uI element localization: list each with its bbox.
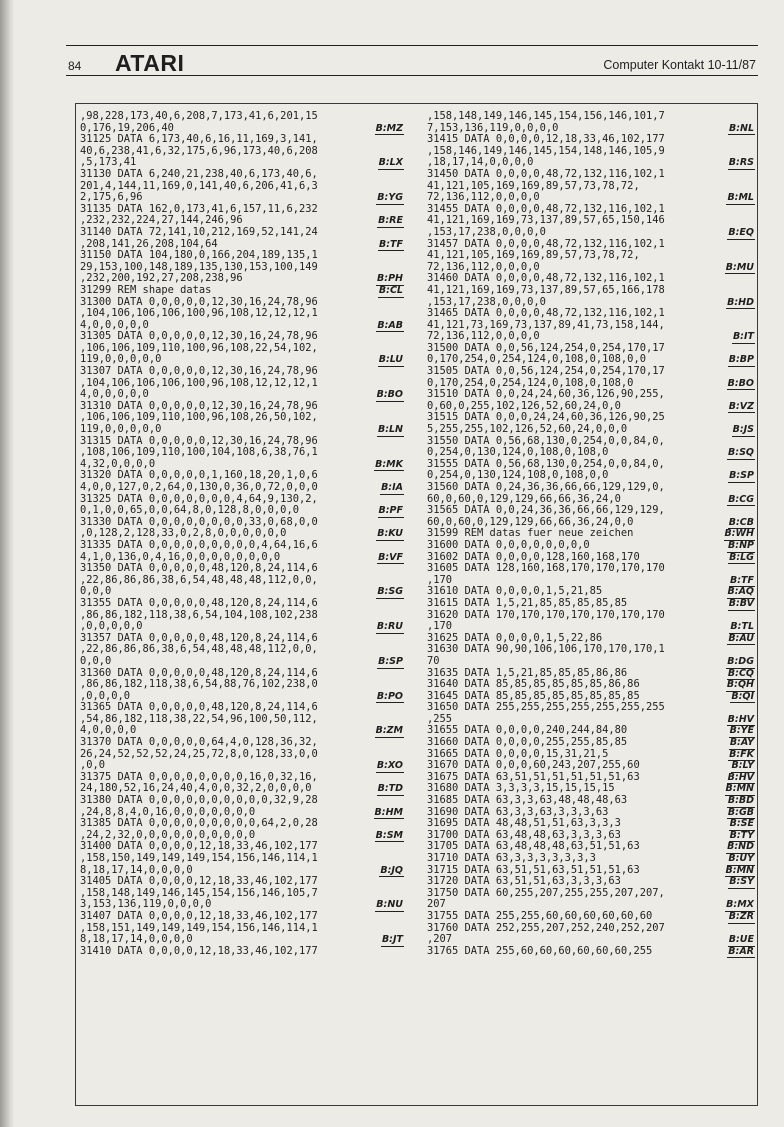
code-text: 31670 DATA 0,0,0,60,243,207,255,60 — [427, 759, 640, 772]
code-text: 31600 DATA 0,0,0,0,0,0,0,0 — [427, 538, 590, 551]
code-text: ,0,128,2,128,33,0,2,8,0,0,0,0,0,0 — [80, 527, 287, 540]
code-text: 31675 DATA 63,51,51,51,51,51,51,63 — [427, 770, 640, 783]
code-text: ,24,2,32,0,0,0,0,0,0,0,0,0,0 — [80, 828, 256, 841]
code-text: 31625 DATA 0,0,0,0,1,5,22,86 — [427, 631, 603, 644]
code-text: 41,121,73,169,73,137,89,41,73,158,144, — [427, 318, 665, 331]
checksum-label: B:NP — [728, 539, 754, 551]
checksum-label: B:QI — [731, 690, 754, 702]
code-text: 31385 DATA 0,0,0,0,0,0,0,0,0,64,2,0,28 — [80, 817, 318, 830]
code-text: 31380 DATA 0,0,0,0,0,0,0,0,0,0,32,9,28 — [80, 794, 318, 807]
checksum-label: B:PH — [377, 273, 403, 285]
checksum-label: B:JT — [381, 934, 403, 946]
code-text: 31365 DATA 0,0,0,0,0,48,120,8,24,114,6 — [80, 701, 318, 714]
code-text: 31375 DATA 0,0,0,0,0,0,0,0,16,0,32,16, — [80, 770, 318, 783]
checksum-label: B:AU — [728, 632, 754, 644]
code-text: 31500 DATA 0,0,56,124,254,0,254,170,17 — [427, 341, 665, 354]
code-text: ,207 — [427, 933, 453, 946]
code-text: 0,60,0,255,102,126,52,60,24,0,0 — [427, 399, 621, 412]
code-text: 31455 DATA 0,0,0,0,48,72,132,116,102,1 — [427, 202, 665, 215]
checksum-label: B:YE — [729, 725, 754, 737]
checksum-label: B:DG — [727, 655, 754, 667]
checksum-label: B:YG — [377, 192, 403, 204]
code-text: 31560 DATA 0,24,36,36,66,66,129,129,0, — [427, 481, 665, 493]
code-text: 31620 DATA 170,170,170,170,170,170,170 — [427, 608, 665, 621]
code-text: 31565 DATA 0,0,24,36,36,66,66,129,129, — [427, 504, 665, 517]
code-text: ,170 — [427, 620, 453, 633]
code-text: ,22,86,86,86,38,6,54,48,48,48,112,0,0, — [80, 573, 318, 586]
code-text: 31602 DATA 0,0,0,0,128,160,168,170 — [427, 550, 640, 563]
checksum-label: B:RE — [378, 215, 403, 227]
code-text: 31630 DATA 90,90,106,106,170,170,170,1 — [427, 643, 665, 656]
checksum-label: B:GB — [727, 806, 754, 818]
checksum-label: B:MN — [725, 864, 754, 876]
code-line — [427, 644, 755, 656]
code-text: 31615 DATA 1,5,21,85,85,85,85,85 — [427, 596, 628, 609]
code-line — [427, 563, 755, 575]
checksum-label: B:HV — [727, 771, 754, 783]
code-text: ,104,106,106,106,100,96,108,12,12,12,1 — [80, 376, 318, 389]
code-text: ,158,151,149,149,149,154,156,146,114,1 — [80, 921, 318, 934]
code-text: 31299 REM shape datas — [80, 283, 212, 296]
code-text: 31460 DATA 0,0,0,0,48,72,132,116,102,1 — [427, 272, 665, 285]
code-line — [427, 946, 755, 958]
code-text: 0,254,0,130,124,0,108,0,108,0 — [427, 446, 609, 459]
code-text: ,18,17,14,0,0,0,0 — [427, 156, 534, 169]
code-text: 31357 DATA 0,0,0,0,0,48,120,8,24,114,6 — [80, 631, 318, 644]
code-text: 41,121,105,169,169,89,57,73,78,72, — [427, 249, 640, 262]
code-text: 31715 DATA 63,51,51,63,51,51,51,63 — [427, 863, 640, 876]
checksum-label: B:UE — [728, 934, 754, 946]
checksum-label: B:TY — [729, 829, 754, 841]
code-text: 70 — [427, 654, 440, 667]
code-line — [80, 575, 404, 587]
code-line — [427, 888, 755, 900]
checksum-label: B:SY — [729, 876, 754, 888]
code-text: 31310 DATA 0,0,0,0,0,12,30,16,24,78,96 — [80, 399, 318, 412]
code-text: 0,0,0 — [80, 654, 112, 667]
code-text: 0,170,254,0,254,124,0,108,0,108,0 — [427, 376, 634, 389]
code-text: 31550 DATA 0,56,68,130,0,254,0,0,84,0, — [427, 434, 665, 447]
checksum-label: B:MN — [725, 783, 754, 795]
code-text: 31765 DATA 255,60,60,60,60,60,60,255 — [427, 944, 653, 957]
code-text: 31640 DATA 85,85,85,85,85,85,86,86 — [427, 678, 640, 691]
checksum-label: B:CQ — [727, 667, 754, 679]
code-text: 31760 DATA 252,255,207,252,240,252,207 — [427, 921, 665, 934]
checksum-label: B:RS — [728, 157, 754, 169]
checksum-label: B:NL — [728, 122, 754, 134]
code-text: ,98,228,173,40,6,208,7,173,41,6,201,15 — [80, 110, 318, 122]
code-text: 29,153,100,148,189,135,130,153,100,149 — [80, 260, 318, 273]
code-text: ,0,0 — [80, 759, 106, 772]
code-text: 119,0,0,0,0,0 — [80, 353, 162, 366]
code-text: ,0,0,0,0 — [80, 689, 131, 702]
code-text: 72,136,112,0,0,0,0 — [427, 191, 540, 204]
header-rule-top — [66, 45, 758, 46]
code-text: 31465 DATA 0,0,0,0,48,72,132,116,102,1 — [427, 307, 665, 320]
code-text: 207 — [427, 898, 446, 911]
code-text: ,5,173,41 — [80, 156, 137, 169]
code-text: 31605 DATA 128,160,168,170,170,170,170 — [427, 562, 665, 575]
checksum-label: B:JQ — [380, 864, 403, 876]
code-text: ,158,146,149,146,145,154,148,146,105,9 — [427, 144, 665, 157]
code-text: 201,4,144,11,169,0,141,40,6,206,41,6,3 — [80, 179, 318, 192]
code-text: ,232,200,192,27,208,238,96 — [80, 272, 243, 285]
code-text: 60,0,60,0,129,129,66,66,36,24,0 — [427, 492, 621, 505]
checksum-label: B:HV — [727, 713, 754, 725]
checksum-label: B:SG — [377, 586, 403, 598]
code-text: ,104,106,106,106,100,96,108,12,12,12,1 — [80, 307, 318, 320]
code-text: 40,6,238,41,6,32,175,6,96,173,40,6,208 — [80, 144, 318, 157]
code-text: ,158,150,149,149,149,154,156,146,114,1 — [80, 852, 318, 864]
code-text: 31135 DATA 162,0,173,41,6,157,11,6,232 — [80, 202, 318, 215]
code-text: 41,121,105,169,169,89,57,73,78,72, — [427, 179, 640, 192]
checksum-label: B:WH — [724, 528, 754, 540]
code-text: ,208,141,26,208,104,64 — [80, 237, 218, 250]
code-text: 119,0,0,0,0,0 — [80, 423, 162, 436]
checksum-label: B:LX — [378, 157, 403, 169]
code-text: 0,1,0,0,65,0,0,64,8,0,128,8,0,0,0,0 — [80, 504, 299, 517]
page-number: 84 — [68, 59, 82, 73]
code-text: 31400 DATA 0,0,0,0,12,18,33,46,102,177 — [80, 840, 318, 853]
checksum-label: B:SP — [729, 470, 754, 482]
checksum-label: B:CB — [728, 516, 754, 528]
code-text: 31635 DATA 1,5,21,85,85,85,86,86 — [427, 666, 628, 679]
checksum-label: B:HM — [374, 806, 403, 818]
code-text: 31610 DATA 0,0,0,0,1,5,21,85 — [427, 585, 603, 598]
code-text: 31125 DATA 6,173,40,6,16,11,169,3,141, — [80, 133, 318, 146]
checksum-label: B:BD — [727, 795, 754, 807]
checksum-label: B:SE — [729, 818, 754, 830]
code-text: 31690 DATA 63,3,3,63,3,3,3,63 — [427, 805, 609, 818]
checksum-label: B:KU — [377, 528, 403, 540]
checksum-label: B:VZ — [728, 400, 754, 412]
code-text: ,106,106,109,110,100,96,108,26,50,102, — [80, 411, 318, 424]
checksum-label: B:SM — [375, 829, 403, 841]
code-text: 4,0,0,127,0,2,64,0,130,0,36,0,72,0,0,0 — [80, 481, 318, 493]
code-text: 4,0,0,0,0,0 — [80, 388, 149, 401]
checksum-label: B:BO — [727, 377, 754, 389]
checksum-label: B:TF — [378, 238, 403, 250]
header-rule-bottom — [66, 75, 758, 76]
code-text: ,153,17,238,0,0,0,0 — [427, 225, 546, 238]
code-text: 31415 DATA 0,0,0,0,12,18,33,46,102,177 — [427, 133, 665, 146]
magazine-issue: Computer Kontakt 10-11/87 — [603, 58, 756, 72]
code-line — [427, 923, 755, 935]
code-text: 8,18,17,14,0,0,0,0 — [80, 933, 193, 946]
code-text: 31680 DATA 3,3,3,3,15,15,15,15 — [427, 782, 615, 795]
code-text: 31660 DATA 0,0,0,0,255,255,85,85 — [427, 736, 628, 749]
checksum-label: B:MU — [725, 261, 754, 273]
code-text: 31450 DATA 0,0,0,0,48,72,132,116,102,1 — [427, 167, 665, 180]
code-text: ,158,148,149,146,145,154,156,146,105,7 — [80, 886, 318, 899]
code-text: 31407 DATA 0,0,0,0,12,18,33,46,102,177 — [80, 909, 318, 922]
code-text: 31405 DATA 0,0,0,0,12,18,33,46,102,177 — [80, 875, 318, 888]
code-text: 0,170,254,0,254,124,0,108,0,108,0,0 — [427, 353, 646, 366]
code-text: 31360 DATA 0,0,0,0,0,48,120,8,24,114,6 — [80, 666, 318, 679]
code-text: 31350 DATA 0,0,0,0,0,48,120,8,24,114,6 — [80, 562, 318, 575]
checksum-label: B:LU — [378, 354, 403, 366]
code-text: 31305 DATA 0,0,0,0,0,12,30,16,24,78,96 — [80, 330, 318, 343]
code-text: ,86,86,182,118,38,6,54,88,76,102,238,0 — [80, 678, 318, 691]
code-text: 31325 DATA 0,0,0,0,0,0,0,4,64,9,130,2, — [80, 492, 318, 505]
checksum-label: B:UY — [728, 853, 754, 864]
code-text: 31750 DATA 60,255,207,255,255,207,207, — [427, 886, 665, 899]
code-text: 31307 DATA 0,0,0,0,0,12,30,16,24,78,96 — [80, 365, 318, 378]
checksum-label: B:BP — [728, 354, 754, 366]
code-text: 31655 DATA 0,0,0,0,240,244,84,80 — [427, 724, 628, 737]
code-text: 31505 DATA 0,0,56,124,254,0,254,170,17 — [427, 365, 665, 378]
code-text: 31645 DATA 85,85,85,85,85,85,85,85 — [427, 689, 640, 702]
code-line — [427, 702, 755, 714]
checksum-label: B:MZ — [375, 122, 403, 134]
checksum-label: B:CG — [728, 493, 754, 505]
checksum-label: B:AB — [377, 319, 403, 331]
code-text: 7,153,136,119,0,0,0,0 — [427, 121, 559, 134]
checksum-label: B:BO — [376, 389, 403, 401]
code-text: 4,1,0,136,0,4,16,0,0,0,0,0,0,0,0 — [80, 550, 281, 563]
checksum-label: B:SP — [378, 655, 403, 667]
code-text: ,54,86,182,118,38,22,54,96,100,50,112, — [80, 712, 318, 725]
code-text: 31720 DATA 63,51,51,63,3,3,3,63 — [427, 875, 621, 888]
code-text: 31555 DATA 0,56,68,130,0,254,0,0,84,0, — [427, 457, 665, 470]
checksum-label: B:LY — [731, 760, 754, 772]
checksum-label: B:AQ — [727, 586, 754, 598]
code-text: ,153,17,238,0,0,0,0 — [427, 295, 546, 308]
code-text: ,108,106,109,110,100,104,108,6,38,76,1 — [80, 446, 318, 459]
code-text: 41,121,169,169,73,137,89,57,65,150,146 — [427, 214, 665, 227]
checksum-label: B:IT — [732, 331, 754, 343]
code-text: 60,0,60,0,129,129,66,66,36,24,0,0 — [427, 515, 634, 528]
checksum-label: B:ZM — [375, 725, 403, 737]
code-text: 4,0,0,0,0 — [80, 724, 137, 737]
code-text: 31705 DATA 63,48,48,48,63,51,51,63 — [427, 840, 640, 853]
checksum-label: B:PF — [378, 505, 403, 517]
code-text: 31370 DATA 0,0,0,0,0,64,4,0,128,36,32, — [80, 736, 318, 749]
code-line — [80, 946, 404, 958]
code-text: 31510 DATA 0,0,24,24,60,36,126,90,255, — [427, 388, 665, 401]
code-text: 31755 DATA 255,255,60,60,60,60,60,60 — [427, 909, 653, 922]
checksum-label: B:NU — [376, 899, 403, 911]
code-text: 26,24,52,52,52,24,25,72,8,0,128,33,0,0 — [80, 747, 318, 760]
code-text: 2,175,6,96 — [80, 191, 143, 204]
code-line — [80, 749, 404, 761]
checksum-label: B:ZR — [728, 910, 754, 922]
code-text: 31685 DATA 63,3,3,63,48,48,48,63 — [427, 794, 628, 807]
code-text: ,106,106,109,110,100,96,108,22,54,102, — [80, 341, 318, 354]
listing-column-left — [80, 111, 404, 957]
code-text: 31665 DATA 0,0,0,0,15,31,21,5 — [427, 747, 609, 760]
checksum-label: B:VF — [378, 551, 403, 563]
code-text: ,24,8,8,4,0,16,0,0,0,0,0,0,0 — [80, 805, 256, 818]
checksum-label: B:SQ — [728, 447, 754, 459]
code-text: 4,0,0,0,0,0 — [80, 318, 149, 331]
code-text: 31355 DATA 0,0,0,0,0,48,120,8,24,114,6 — [80, 596, 318, 609]
checksum-label: B:ML — [727, 192, 754, 204]
checksum-label: B:QH — [726, 679, 754, 691]
code-text: 72,136,112,0,0,0,0 — [427, 330, 540, 343]
checksum-label: B:IA — [381, 482, 403, 493]
checksum-label: B:BV — [728, 597, 754, 609]
checksum-label: B:CL — [378, 284, 403, 296]
checksum-label: B:TL — [730, 621, 754, 633]
checksum-label: B:ND — [727, 841, 754, 853]
checksum-label: B:RU — [376, 621, 403, 633]
checksum-label: B:HD — [727, 296, 754, 308]
code-text: 5,255,255,102,126,52,60,24,0,0,0 — [427, 423, 628, 436]
code-text: ,255 — [427, 712, 453, 725]
code-text: 31130 DATA 6,240,21,238,40,6,173,40,6, — [80, 167, 318, 180]
code-text: ,158,148,149,146,145,154,156,146,101,7 — [427, 110, 665, 122]
code-text: 0,0,0 — [80, 585, 112, 598]
code-text: 31140 DATA 72,141,10,212,169,52,141,24 — [80, 225, 318, 238]
code-text: 72,136,112,0,0,0,0 — [427, 260, 540, 273]
code-text: 4,32,0,0,0,0 — [80, 457, 156, 470]
checksum-label: B:AR — [728, 945, 754, 957]
checksum-label: B:EQ — [728, 226, 754, 238]
code-text: 8,18,17,14,0,0,0,0 — [80, 863, 193, 876]
brand-title: ATARI — [115, 50, 185, 76]
code-text: 41,121,169,169,73,137,89,57,65,166,178 — [427, 283, 665, 296]
code-text: 31700 DATA 63,48,48,63,3,3,3,63 — [427, 828, 621, 841]
checksum-label: B:LN — [377, 424, 403, 436]
code-text: 31599 REM datas fuer neue zeichen — [427, 527, 634, 540]
checksum-label: B:PO — [376, 690, 403, 702]
code-line — [80, 644, 404, 656]
code-text: 3,153,136,119,0,0,0,0 — [80, 898, 212, 911]
checksum-label: B:JS — [732, 424, 754, 436]
code-text: 31315 DATA 0,0,0,0,0,12,30,16,24,78,96 — [80, 434, 318, 447]
code-text: 31410 DATA 0,0,0,0,12,18,33,46,102,177 — [80, 944, 318, 957]
checksum-label: B:AY — [729, 737, 754, 749]
code-text: ,22,86,86,86,38,6,54,48,48,48,112,0,0, — [80, 643, 318, 656]
code-text: 31335 DATA 0,0,0,0,0,0,0,0,0,4,64,16,6 — [80, 538, 318, 551]
code-text: ,232,232,224,27,144,246,96 — [80, 214, 243, 227]
page-header — [66, 45, 758, 85]
listing-column-right — [427, 111, 755, 957]
code-text: 31515 DATA 0,0,0,24,24,60,36,126,90,25 — [427, 411, 665, 424]
code-text: ,86,86,182,118,38,6,54,104,108,102,238 — [80, 608, 318, 621]
code-text: 0,254,0,130,124,108,0,108,0,0 — [427, 469, 609, 482]
code-line — [427, 610, 755, 622]
code-text: 31320 DATA 0,0,0,0,0,1,160,18,20,1,0,6 — [80, 469, 318, 482]
code-text: 24,180,52,16,24,40,4,0,0,32,2,0,0,0,0 — [80, 782, 312, 795]
checksum-label: B:TF — [729, 574, 754, 586]
code-text: 0,176,19,206,40 — [80, 121, 174, 134]
checksum-label: B:MX — [726, 899, 754, 911]
checksum-label: B:XO — [376, 760, 403, 772]
checksum-label: B:LG — [729, 551, 754, 563]
code-text: 31650 DATA 255,255,255,255,255,255,255 — [427, 701, 665, 714]
page-edge-shadow — [0, 0, 14, 1127]
checksum-label: B:MK — [375, 458, 403, 470]
code-text: 31695 DATA 48,48,51,51,63,3,3,3 — [427, 817, 621, 830]
code-text: 31710 DATA 63,3,3,3,3,3,3,3 — [427, 852, 596, 864]
checksum-label: B:TD — [377, 783, 403, 795]
code-text: 31330 DATA 0,0,0,0,0,0,0,0,33,0,68,0,0 — [80, 515, 318, 528]
checksum-label: B:FK — [729, 748, 754, 760]
code-text: ,170 — [427, 573, 453, 586]
code-text: 31150 DATA 104,180,0,166,204,189,135,1 — [80, 249, 318, 262]
code-text: 31457 DATA 0,0,0,0,48,72,132,116,102,1 — [427, 237, 665, 250]
code-text: 31300 DATA 0,0,0,0,0,12,30,16,24,78,96 — [80, 295, 318, 308]
code-text: ,0,0,0,0,0 — [80, 620, 143, 633]
